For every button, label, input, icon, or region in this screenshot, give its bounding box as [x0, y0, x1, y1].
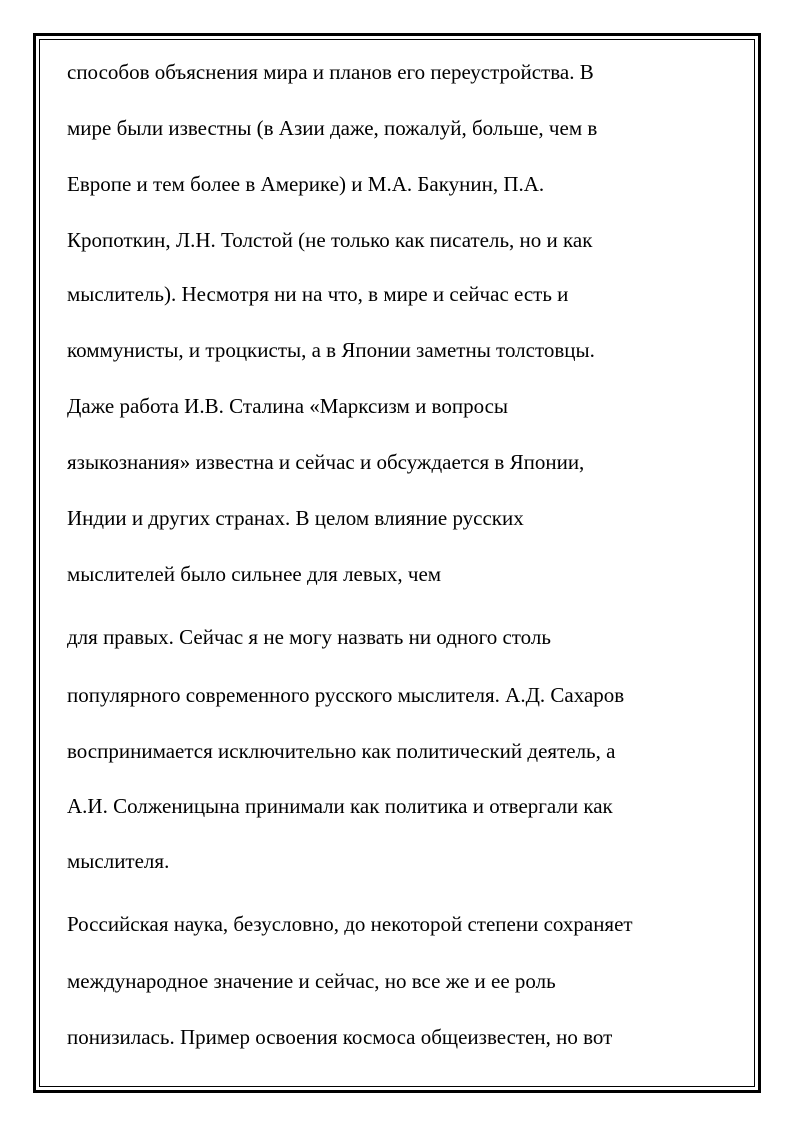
text-line: Российская наука, безусловно, до некоторой степени сохраняет [67, 912, 633, 936]
text-line: Кропоткин, Л.Н. Толстой (не только как писатель, но и как [67, 228, 593, 252]
text-line: воспринимается исключительно как политический деятель, а [67, 739, 616, 763]
text-line: мире были известны (в Азии даже, пожалуй, больше, чем в [67, 116, 598, 140]
text-line: Даже работа И.В. Сталина «Марксизм и вопросы [67, 394, 509, 418]
text-line: способов объяснения мира и планов его переустройства. В [67, 60, 594, 84]
text-line: популярного современного русского мыслителя. А.Д. Сахаров [67, 683, 625, 707]
text-line: коммунисты, и троцкисты, а в Японии заметны толстовцы. [67, 338, 595, 362]
text-line: понизилась. Пример освоения космоса общеизвестен, но вот [67, 1025, 613, 1049]
text-line: для правых. Сейчас я не могу назвать ни одного столь [67, 625, 551, 649]
text-line: Индии и других странах. В целом влияние русских [67, 506, 524, 530]
text-line: мыслитель). Несмотря ни на что, в мире и сейчас есть и [67, 282, 569, 306]
text-line: мыслителей было сильнее для левых, чем [67, 562, 442, 586]
text-line: международное значение и сейчас, но все же и ее роль [67, 969, 556, 993]
text-line: мыслителя. [67, 849, 170, 873]
text-line: А.И. Солженицына принимали как политика и отвергали как [67, 794, 613, 818]
text-line: языкознания» известна и сейчас и обсуждается в Японии, [67, 450, 585, 474]
text-line: Европе и тем более в Америке) и М.А. Бакунин, П.А. [67, 172, 545, 196]
